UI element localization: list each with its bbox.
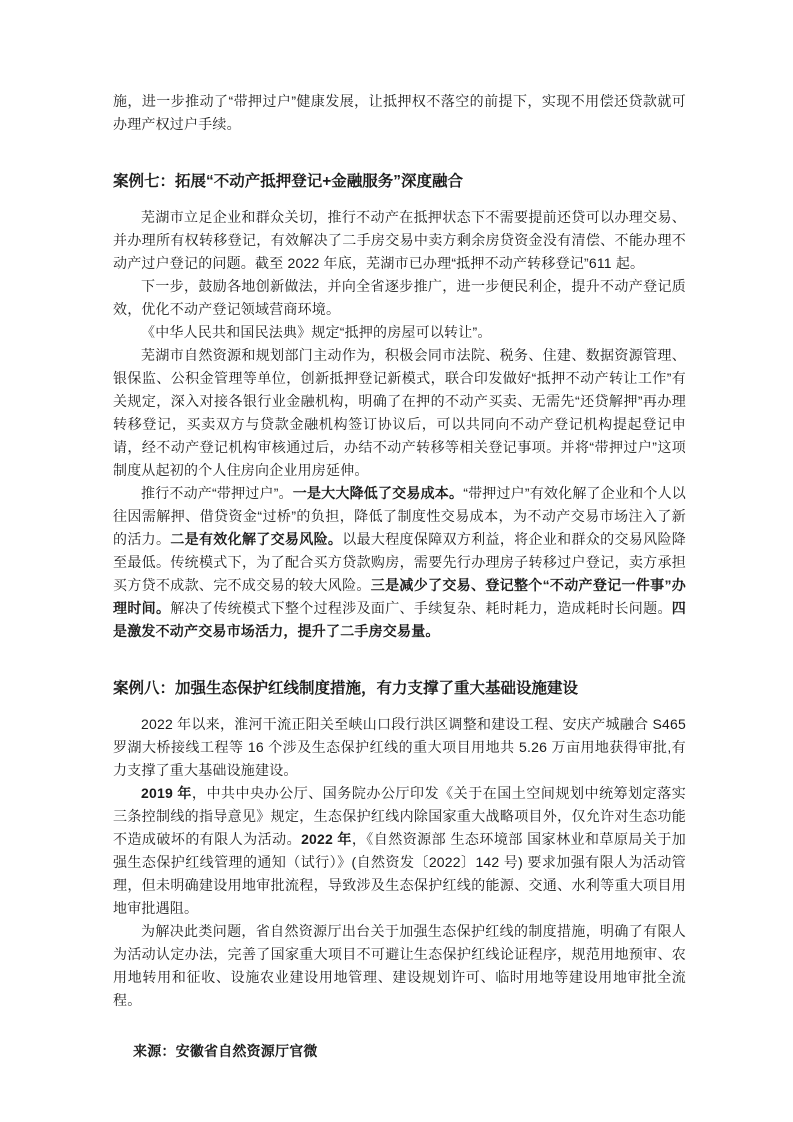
case7-heading: 案例七：拓展“不动产抵押登记+金融服务”深度融合 <box>113 173 464 190</box>
text-run: 为解决此类问题，省自然资源厅出台关于加强生态保护红线的制度措施，明确了有限人为活动认定办法，完善了国家重大项目不可避让生态保护红线论证程序，规范用地预审、农用地转用和征收、设施农业建设用地管理、建设规划许可、临时用地等建设用地审批全流程。 <box>113 923 686 1008</box>
text-run: 2022 年以来，淮河干流正阳关至峡山口段行洪区调整和建设工程、安庆产城融合 S465 罗湖大桥接线工程等 16 个涉及生态保护红线的重大项目用地共 5.26 万亩用地获得审批,有力支撑了重大基础设施建设。 <box>113 716 686 778</box>
text-run: 下一步，鼓励各地创新做法，并向全省逐步推广，进一步便民利企，提升不动产登记质效，优化不动产登记领域营商环境。 <box>113 278 686 317</box>
bold-run: 三是减少了交易、登记整个“不动产登记一件事”办理时间。 <box>113 577 686 616</box>
bold-run: 二是有效化解了交易风险。 <box>170 531 343 547</box>
bold-run: 2022 年 <box>301 831 352 847</box>
bold-run: 2019 年 <box>141 785 192 801</box>
case8-heading: 案例八：加强生态保护红线制度措施，有力支撑了重大基础设施建设 <box>113 680 579 697</box>
case7-benefits-paragraph <box>113 482 686 643</box>
case8-measures-paragraph <box>113 920 686 1012</box>
case7-civil-code-paragraph <box>113 321 686 344</box>
text-run: ，中共中央办公厅、国务院办公厅印发《关于在国土空间规划中统筹划定落实三条控制线的指导意见》规定，生态保护红线内除国家重大战略项目外，仅允许对生态功能不造成破坏的有限人为活动。 <box>113 785 686 847</box>
text-run: “带押过户”有效化解了企业和个人以往因需解押、借贷资金“过桥”的负担，降低了制度性交易成本，为不动产交易市场注入了新的活力。 <box>113 485 686 547</box>
case8-intro-paragraph <box>113 713 686 782</box>
source-line: 来源：安徽省自然资源厅官微 <box>133 1043 318 1059</box>
bold-run: 一是大大降低了交易成本。 <box>292 485 464 501</box>
text-run: 解决了传统模式下整个过程涉及面广、手续复杂、耗时耗力，造成耗时长问题。 <box>170 600 672 616</box>
text-run: 推行不动产“带押过户”。 <box>141 485 293 501</box>
text-run: 《中华人民共和国民法典》规定“抵押的房屋可以转让”。 <box>141 324 492 340</box>
case7-next-steps-paragraph <box>113 275 686 321</box>
case7-mechanism-paragraph <box>113 344 686 482</box>
case7-intro-paragraph <box>113 206 686 275</box>
continuation-paragraph <box>113 90 686 136</box>
case8-policy-paragraph <box>113 782 686 920</box>
text-run: ，《自然资源部 生态环境部 国家林业和草原局关于加强生态保护红线管理的通知（试行）》(自然资发〔2022〕142 号) 要求加强有限人为活动管理，但未明确建设用地审批流程，导致涉及生态保护红线的能源、交通、水利等重大项目用地审批遇阻。 <box>113 831 687 916</box>
text-run: 施，进一步推动了“带押过户”健康发展，让抵押权不落空的前提下，实现不用偿还贷款就可办理产权过户手续。 <box>113 93 686 132</box>
text-run: 芜湖市自然资源和规划部门主动作为，积极会同市法院、税务、住建、数据资源管理、银保监、公积金管理等单位，创新抵押登记新模式，联合印发做好“抵押不动产转让工作”有关规定，深入对接各银行业金融机构，明确了在押的不动产买卖、无需先“还贷解押”再办理转移登记，买卖双方与贷款金融机构签订协议后，可以共同向不动产登记机构提起登记申请，经不动产登记机构审核通过后，办结不动产转移等相关登记事项。并将“带押过户”这项制度从起初的个人住房向企业用房延伸。 <box>113 347 686 478</box>
text-run: 芜湖市立足企业和群众关切，推行不动产在抵押状态下不需要提前还贷可以办理交易、并办理所有权转移登记，有效解决了二手房交易中卖方剩余房贷资金没有清偿、不能办理不动产过户登记的问题。截至 2022 年底，芜湖市已办理“抵押不动产转移登记”611 起。 <box>113 209 686 271</box>
bold-run: 四是激发不动产交易市场活力，提升了二手房交易量。 <box>113 600 686 639</box>
text-run: 以最大程度保障双方利益，将企业和群众的交易风险降至最低。传统模式下，为了配合买方贷款购房，需要先行办理房子转移过户登记，卖方承担买方贷不成款、完不成交易的较大风险。 <box>113 531 686 593</box>
